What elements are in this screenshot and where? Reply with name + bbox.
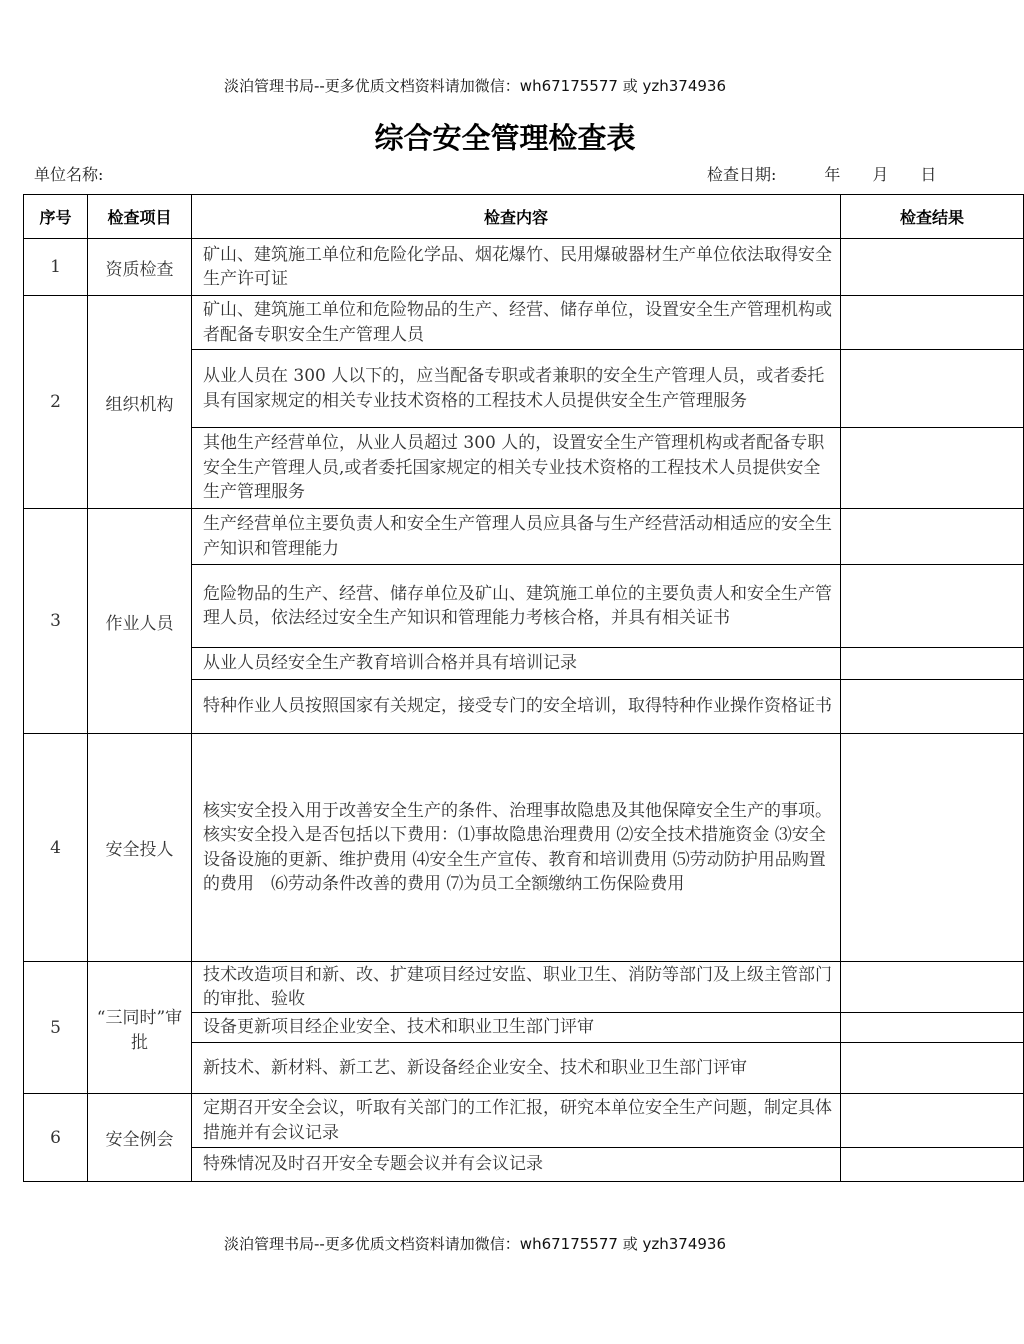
col-header-no: 序号 [24, 195, 88, 239]
check-result-cell[interactable] [841, 428, 1024, 509]
row-number: 1 [24, 239, 88, 296]
col-header-result: 检查结果 [841, 195, 1024, 239]
row-number: 3 [24, 509, 88, 734]
check-content: 从业人员在 300 人以下的，应当配备专职或者兼职的安全生产管理人员，或者委托具有国家规定的相关专业技术资格的工程技术人员提供安全生产管理服务 [192, 350, 841, 428]
check-result-cell[interactable] [841, 680, 1024, 734]
header-note: 淡泊管理书局--更多优质文档资料请加微信：wh67175577 或 yzh374936 [223, 77, 726, 95]
col-header-item: 检查项目 [88, 195, 192, 239]
check-date-label: 检查日期: 年 月 日 [707, 165, 937, 184]
table-header-row [24, 195, 1024, 239]
check-content: 新技术、新材料、新工艺、新设备经企业安全、技术和职业卫生部门评审 [192, 1043, 841, 1094]
check-result-cell[interactable] [841, 350, 1024, 428]
check-content: 矿山、建筑施工单位和危险化学品、烟花爆竹、民用爆破器材生产单位依法取得安全生产许可证 [192, 239, 841, 296]
row-number: 4 [24, 734, 88, 962]
check-content: 特种作业人员按照国家有关规定，接受专门的安全培训，取得特种作业操作资格证书 [192, 680, 841, 734]
check-content: 生产经营单位主要负责人和安全生产管理人员应具备与生产经营活动相适应的安全生产知识和管理能力 [192, 509, 841, 565]
check-content: 从业人员经安全生产教育培训合格并具有培训记录 [192, 648, 841, 680]
check-content: 定期召开安全会议，听取有关部门的工作汇报，研究本单位安全生产问题，制定具体措施并有会议记录 [192, 1094, 841, 1148]
row-number: 6 [24, 1094, 88, 1182]
check-item: 安全例会 [88, 1094, 192, 1182]
check-item: 资质检查 [88, 239, 192, 296]
table-row [24, 239, 1024, 296]
check-content: 设备更新项目经企业安全、技术和职业卫生部门评审 [192, 1013, 841, 1043]
check-result-cell[interactable] [841, 1094, 1024, 1148]
unit-name-label: 单位名称: [34, 165, 104, 184]
check-content: 其他生产经营单位，从业人员超过 300 人的，设置安全生产管理机构或者配备专职安全生产管理人员,或者委托国家规定的相关专业技术资格的工程技术人员提供安全生产管理服务 [192, 428, 841, 509]
check-result-cell[interactable] [841, 509, 1024, 565]
check-content: 特殊情况及时召开安全专题会议并有会议记录 [192, 1148, 841, 1182]
table-row [24, 1094, 1024, 1148]
check-content: 技术改造项目和新、改、扩建项目经过安监、职业卫生、消防等部门及上级主管部门的审批、验收 [192, 962, 841, 1013]
check-content: 危险物品的生产、经营、储存单位及矿山、建筑施工单位的主要负责人和安全生产管理人员，依法经过安全生产知识和管理能力考核合格，并具有相关证书 [192, 565, 841, 648]
table-row [24, 509, 1024, 565]
check-item: 组织机构 [88, 296, 192, 509]
row-number: 2 [24, 296, 88, 509]
check-result-cell[interactable] [841, 962, 1024, 1013]
row-number: 5 [24, 962, 88, 1094]
table-row [24, 296, 1024, 350]
footer-note: 淡泊管理书局--更多优质文档资料请加微信：wh67175577 或 yzh374936 [223, 1235, 726, 1253]
check-content: 矿山、建筑施工单位和危险物品的生产、经营、储存单位，设置安全生产管理机构或者配备专职安全生产管理人员 [192, 296, 841, 350]
check-result-cell[interactable] [841, 239, 1024, 296]
check-result-cell[interactable] [841, 1148, 1024, 1182]
check-result-cell[interactable] [841, 734, 1024, 962]
table-row [24, 962, 1024, 1013]
check-item: 安全投人 [88, 734, 192, 962]
check-item: “三同时”审批 [88, 962, 192, 1094]
check-content: 核实安全投入用于改善安全生产的条件、治理事故隐患及其他保障安全生产的事项。核实安全投入是否包括以下费用：⑴事故隐患治理费用 ⑵安全技术措施资金 ⑶安全设备设施的更新、维护费用 ⑷安全生产宣传、教育和培训费用 ⑸劳动防护用品购置的费用 ⑹劳动条件改善的费用 ⑺为员工全额缴纳工伤保险费用 [192, 734, 841, 962]
check-result-cell[interactable] [841, 1043, 1024, 1094]
check-result-cell[interactable] [841, 565, 1024, 648]
check-result-cell[interactable] [841, 296, 1024, 350]
inspection-table [23, 194, 1024, 1182]
table-row [24, 734, 1024, 962]
col-header-content: 检查内容 [192, 195, 841, 239]
check-item: 作业人员 [88, 509, 192, 734]
page-title: 综合安全管理检查表 [374, 121, 636, 155]
check-result-cell[interactable] [841, 1013, 1024, 1043]
check-result-cell[interactable] [841, 648, 1024, 680]
